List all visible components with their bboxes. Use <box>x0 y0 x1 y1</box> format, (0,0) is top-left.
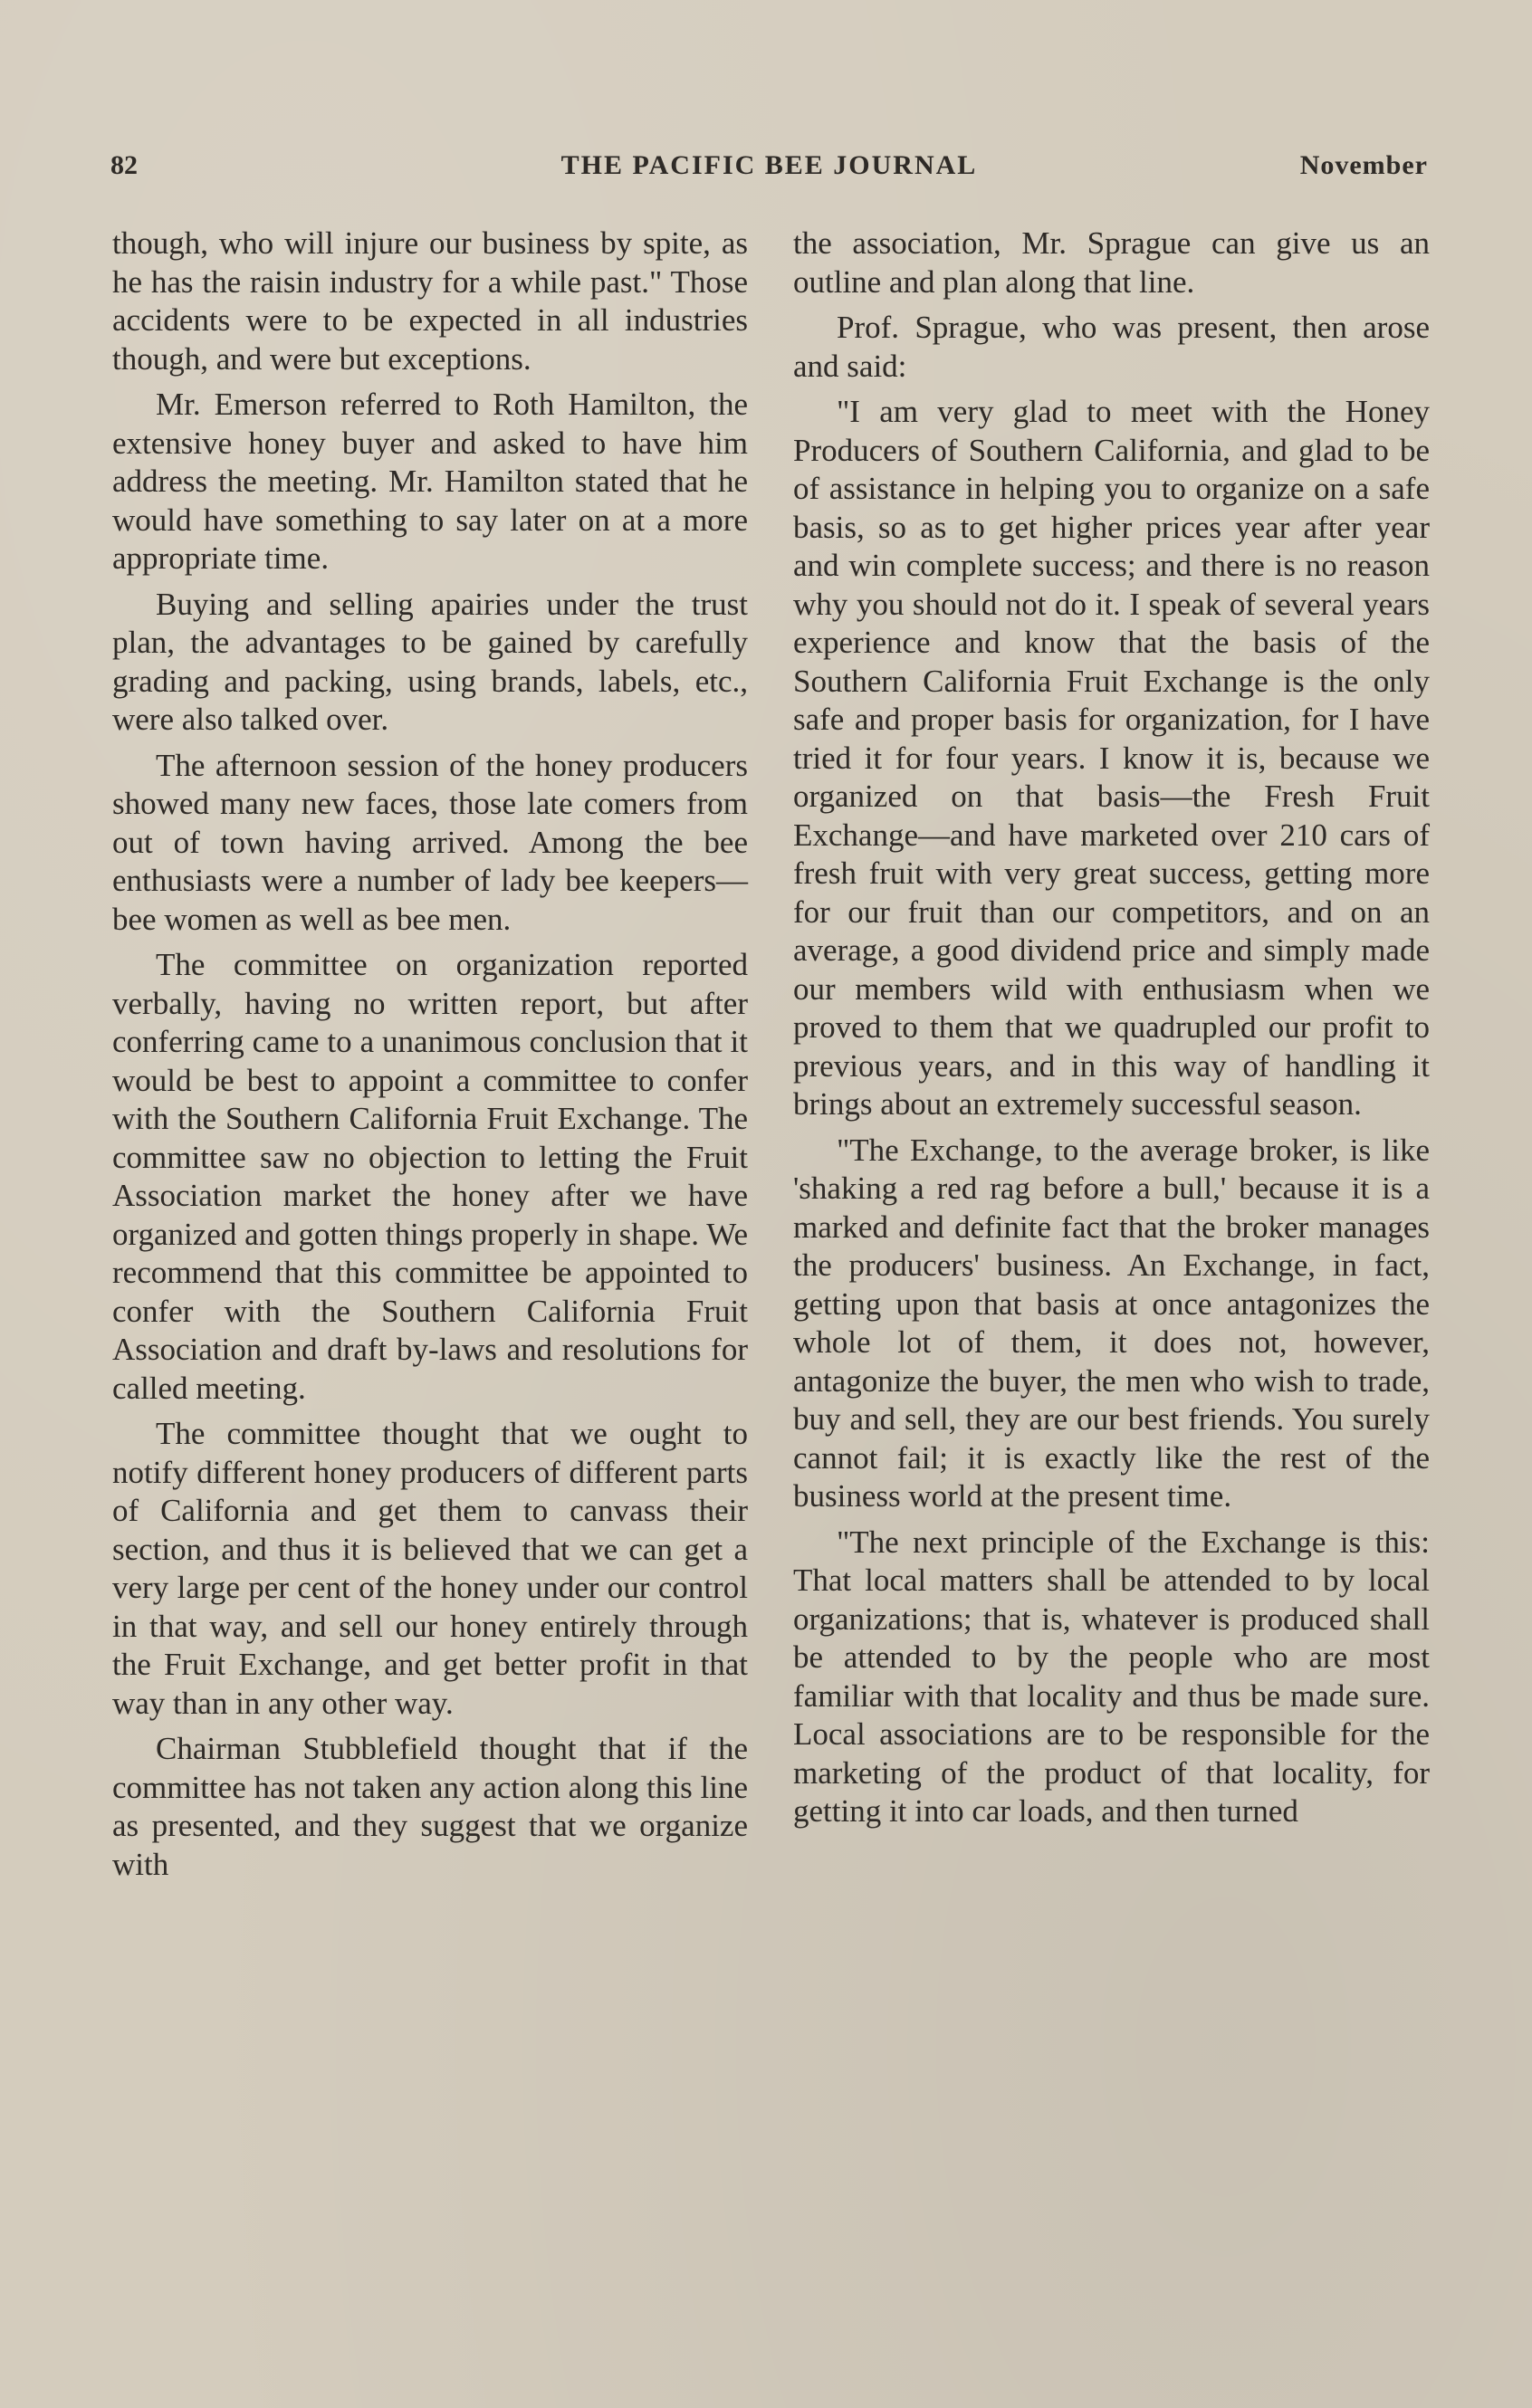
left-column <box>112 225 748 1891</box>
paragraph: The committee on organization reported verbally, having no written report, but after conferring came to a unanimous conclusion that it would be best to appoint a committee to confer with the Southern California Fruit Exchange. The committee saw no objection to letting the Fruit Association market the honey after we have organized and gotten things properly in shape. We recommend that this committee be appointed to confer with the Southern California Fruit Association and draft by-laws and resolutions for called meeting. <box>112 947 748 1406</box>
running-header <box>110 150 1428 190</box>
paragraph: the association, Mr. Sprague can give us an outline and plan along that line. <box>793 225 1430 300</box>
paragraph: Prof. Sprague, who was present, then arose and said: <box>793 310 1430 384</box>
journal-title: THE PACIFIC BEE JOURNAL <box>560 150 978 180</box>
issue-month: November <box>1299 150 1428 180</box>
paragraph: Buying and selling apairies under the trust plan, the advantages to be gained by carefully grading and packing, using brands, labels, etc., were also talked over. <box>112 586 748 737</box>
paragraph: The committee thought that we ought to notify different honey producers of different parts of California and get them to canvass their section, and thus it is believed that we can get a very large per cent of the honey under our control in that way, and sell our honey entirely through the Fruit Exchange, and get better profit in that way than in any other way. <box>112 1416 748 1721</box>
paragraph: "The Exchange, to the average broker, is like 'shaking a red rag before a bull,' because it is a marked and definite fact that the broker manages the producers' business. An Exchange, in fact, getting upon that basis at once antagonizes the whole lot of them, it does not, however, antagonize the buyer, the men who wish to trade, buy and sell, they are our best friends. You surely cannot fail; it is exactly like the rest of the business world at the present time. <box>793 1132 1430 1514</box>
paragraph: The afternoon session of the honey producers showed many new faces, those late comers from out of town having arrived. Among the bee enthusiasts were a number of lady bee keepers—bee women as well as bee men. <box>112 747 748 937</box>
paragraph: "The next principle of the Exchange is this: That local matters shall be attended to by local organizations; that is, whatever is produced shall be attended to by the people who are most familiar with that locality and thus be made sure. Local associations are to be responsible for the marketing of the product of that locality, for getting it into car loads, and then turned <box>793 1524 1430 1829</box>
paragraph: though, who will injure our business by spite, as he has the raisin industry for a while past." Those accidents were to be expected in all industries though, and were but exceptions. <box>112 225 748 377</box>
paragraph: "I am very glad to meet with the Honey Producers of Southern California, and glad to be of assistance in helping you to organize on a safe basis, so as to get higher prices year after year and win complete success; and there is no reason why you should not do it. I speak of several years experience and know that the basis of the Southern California Fruit Exchange is the only safe and proper basis for organization, for I have tried it for four years. I know it is, because we organized on that basis—the Fresh Fruit Exchange—and have marketed over 210 cars of fresh fruit with very great success, getting more for our fruit than our competitors, and on an average, a good dividend price and simply made our members wild with enthusiasm when we proved to them that we quadrupled our profit to previous years, and in this way of handling it brings about an extremely successful season. <box>793 394 1430 1122</box>
paragraph: Chairman Stubblefield thought that if the committee has not taken any action along this line as presented, and they suggest that we organize with <box>112 1731 748 1882</box>
page-number: 82 <box>110 150 138 180</box>
paragraph: Mr. Emerson referred to Roth Hamilton, the extensive honey buyer and asked to have him address the meeting. Mr. Hamilton stated that he would have something to say later on at a more appropriate time. <box>112 387 748 576</box>
right-column <box>793 225 1430 1839</box>
